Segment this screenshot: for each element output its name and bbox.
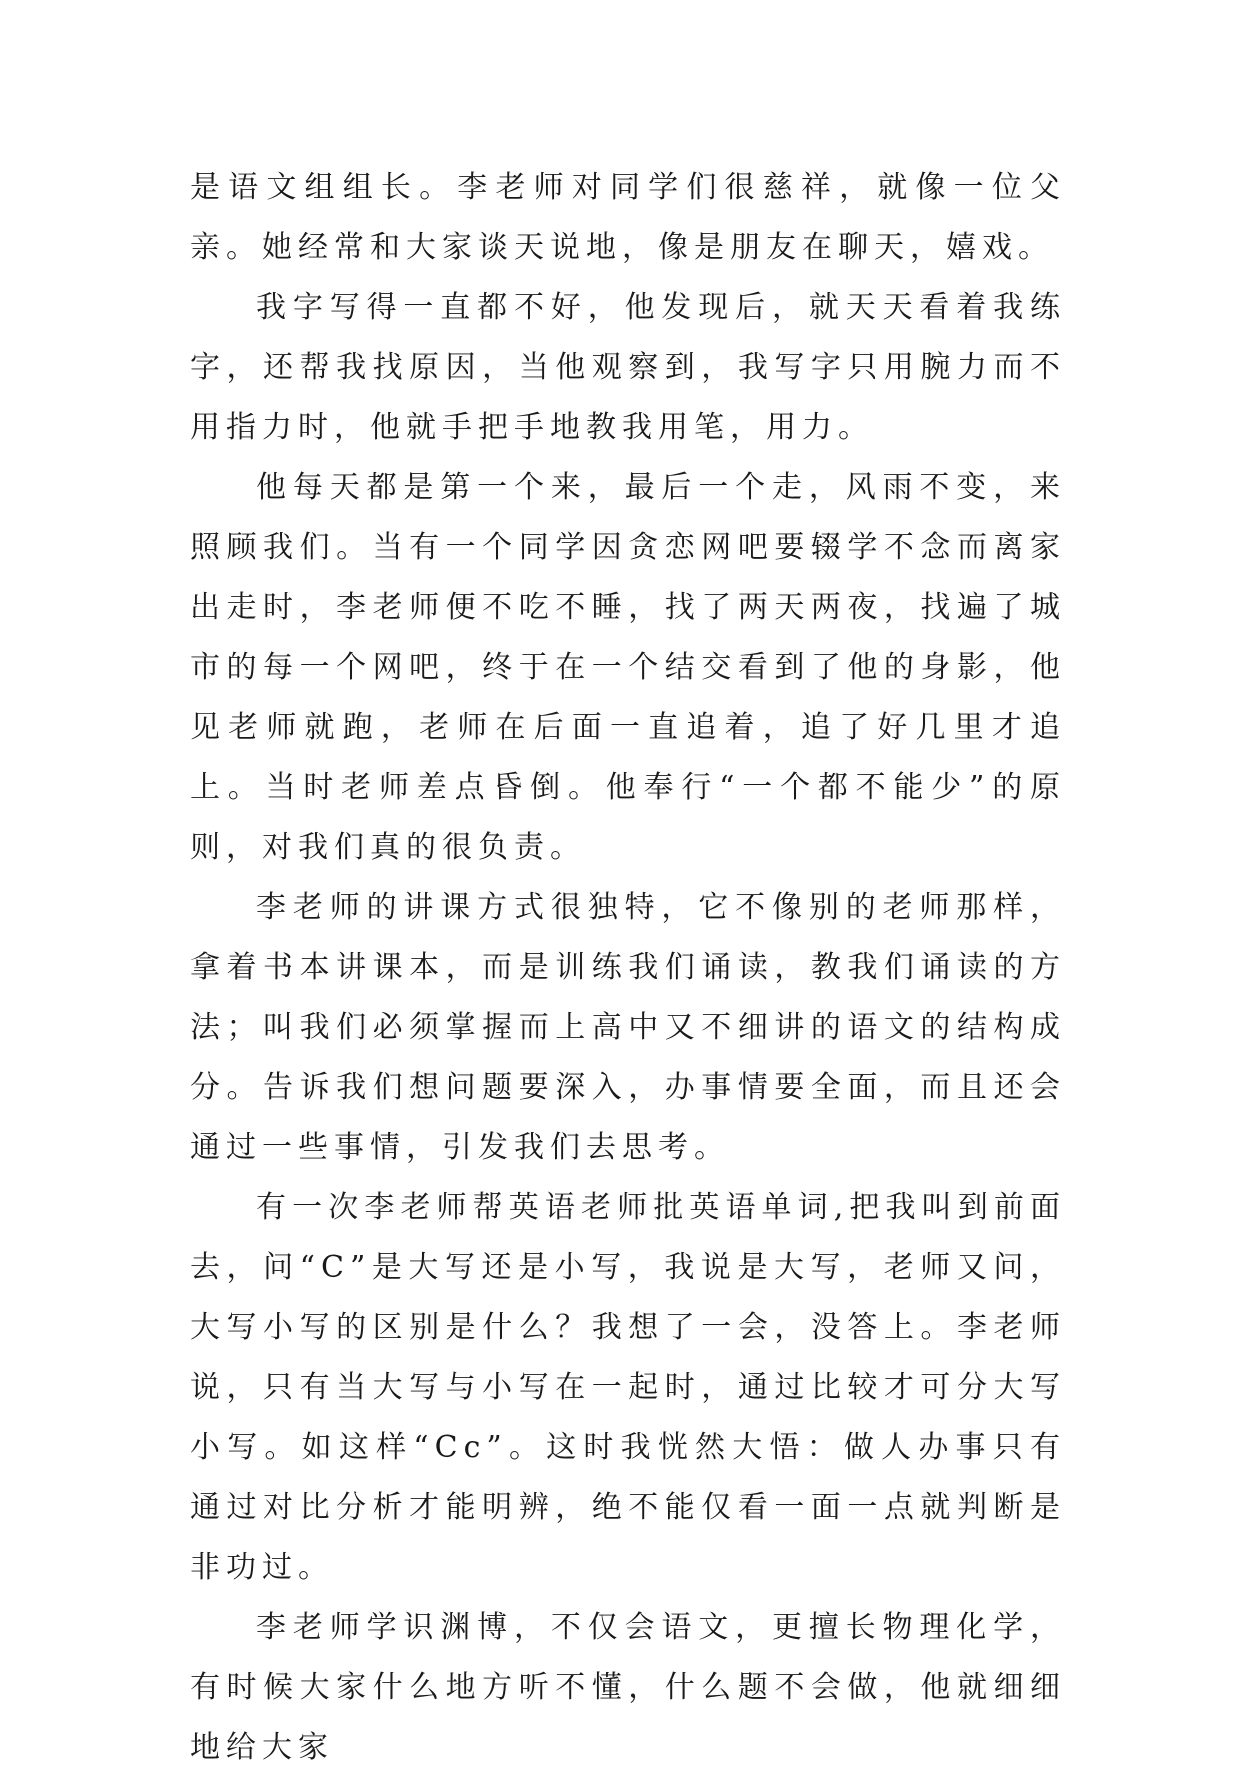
paragraph-3: 他每天都是第一个来，最后一个走，风雨不变，来照顾我们。当有一个同学因贪恋网吧要辍学不念而离家出走时，李老师便不吃不睡，找了两天两夜，找遍了城市的每一个网吧，终于在一个结交看到了他的身影，他见老师就跑，老师在后面一直追着，追了好几里才追上。当时老师差点昏倒。他奉行“一个都不能少”的原则，对我们真的很负责。	[190, 470, 1066, 865]
paragraph-4: 李老师的讲课方式很独特，它不像别的老师那样，拿着书本讲课本，而是训练我们诵读，教我们诵读的方法；叫我们必须掌握而上高中又不细讲的语文的结构成分。告诉我们想问题要深入，办事情要全面，而且还会通过一些事情，引发我们去思考。	[190, 890, 1066, 1165]
paragraph-6: 李老师学识渊博，不仅会语文，更擅长物理化学，有时候大家什么地方听不懂，什么题不会做，他就细细地给大家	[190, 1610, 1066, 1765]
paragraph-2: 我字写得一直都不好，他发现后，就天天看着我练字，还帮我找原因，当他观察到，我写字只用腕力而不用指力时，他就手把手地教我用笔，用力。	[190, 290, 1066, 445]
paragraph-1: 是语文组组长。李老师对同学们很慈祥，就像一位父亲。她经常和大家谈天说地，像是朋友在聊天，嬉戏。	[190, 170, 1066, 265]
document-body	[190, 158, 1066, 1778]
paragraph-5: 有一次李老师帮英语老师批英语单词,把我叫到前面去，问“C”是大写还是小写，我说是大写，老师又问，大写小写的区别是什么？我想了一会，没答上。李老师说，只有当大写与小写在一起时，通过比较才可分大写小写。如这样“Cc”。这时我恍然大悟：做人办事只有通过对比分析才能明辨，绝不能仅看一面一点就判断是非功过。	[190, 1190, 1066, 1585]
